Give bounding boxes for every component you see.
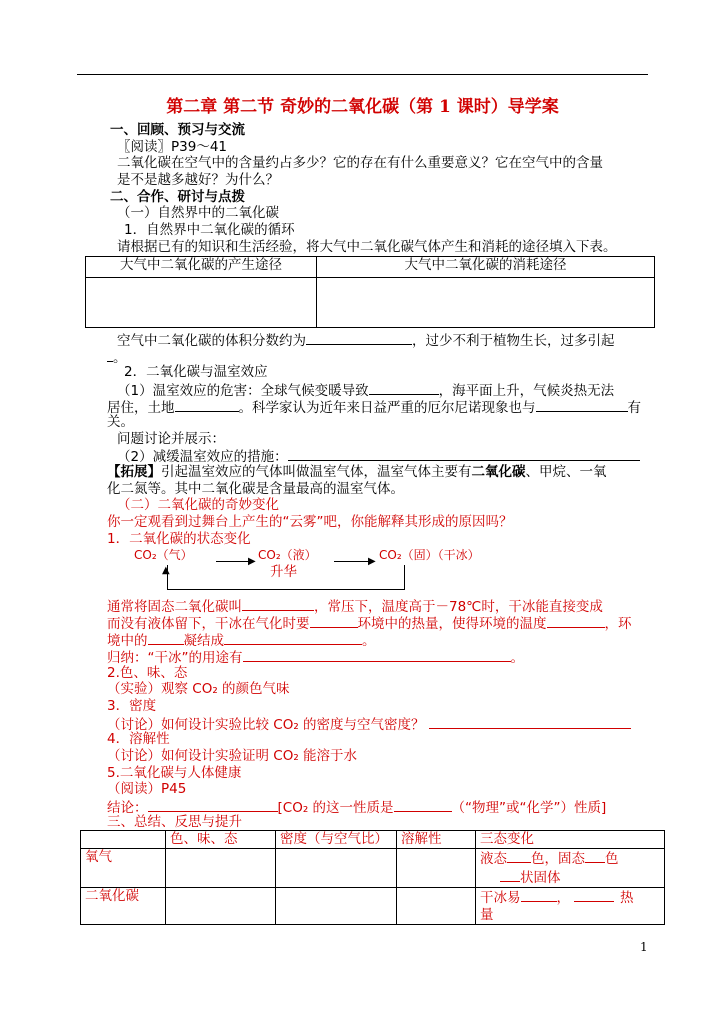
- question-line2: 是不是越多越好？为什么？: [117, 172, 279, 188]
- oxygen-color-suffix: 色: [605, 851, 619, 867]
- co2-heat-label: 热: [620, 890, 634, 906]
- conclusion-text: [CO₂ 的这一性质是: [277, 800, 394, 816]
- extension-text: 引起温室效应的气体叫做温室气体，温室气体主要有: [161, 464, 472, 480]
- extension-line1: [107, 464, 607, 481]
- stage-fog-question: 你一定观看到过舞台上产生的“云雾”吧，你能解释其形成的原因吗？: [107, 514, 513, 530]
- section3-heading: 三、总结、反思与提升: [107, 814, 242, 830]
- harm-line2: [107, 398, 641, 417]
- header-rule: [77, 74, 648, 75]
- co2-density-cell[interactable]: [276, 888, 397, 925]
- solubility-discussion: （讨论）如何设计实验证明 CO₂ 能溶于水: [107, 748, 358, 764]
- co2-sources-table: [85, 256, 655, 328]
- blank-harm[interactable]: [369, 381, 439, 395]
- arrow-liquid-solid: [334, 561, 372, 562]
- state-gas: CO₂（气）: [134, 548, 193, 562]
- dry-ice-text1: 通常将固态二氧化碳叫: [107, 599, 242, 615]
- period: 。: [113, 350, 127, 366]
- density-discussion-text: （讨论）如何设计实验比较 CO₂ 的密度与空气密度？: [107, 717, 425, 733]
- summary-table: [80, 830, 665, 925]
- blank-dry-ice-name[interactable]: [242, 597, 314, 611]
- harm-text2: ，海平面上升，气候炎热无法: [438, 383, 615, 399]
- extension-line2: 化二氮等。其中二氧化碳是含量最高的温室气体。: [107, 481, 404, 497]
- state-liquid: CO₂（液）: [258, 548, 317, 562]
- co2-solubility-cell[interactable]: [397, 888, 476, 925]
- sublime-line-right: [404, 565, 405, 590]
- summary-row-co2: 二氧化碳: [81, 888, 166, 925]
- dry-ice-text7: 凝结成: [183, 633, 224, 649]
- summary-use-end: 。: [510, 650, 524, 666]
- section1-heading: 一、回顾、预习与交流: [110, 122, 245, 138]
- blank-co2-heat[interactable]: [574, 888, 614, 902]
- reading-p45: （阅读）P45: [107, 781, 187, 797]
- summary-header-states: 三态变化: [476, 831, 665, 849]
- discussion-label: 问题讨论并展示：: [117, 431, 225, 447]
- summary-row-oxygen: 氧气: [81, 849, 166, 888]
- dry-ice-text5: ，环: [604, 616, 632, 632]
- harm-text5: 有: [627, 400, 641, 416]
- harm-text4: 。科学家认为近年来日益严重的厄尔尼诺现象也与: [238, 400, 536, 416]
- harm-line3: 关。: [107, 414, 134, 430]
- oxygen-density-cell[interactable]: [276, 849, 397, 888]
- volume-fraction-text: 空气中二氧化碳的体积分数约为: [117, 333, 306, 349]
- item-color-smell: 2.色、味、态: [107, 665, 188, 681]
- density-discussion: [107, 715, 631, 734]
- dry-ice-text4: 环境中的热量，使得环境的温度: [357, 616, 547, 632]
- instruction: 请根据已有的知识和生活经验，将大气中二氧化碳气体产生和消耗的途径填入下表。: [117, 239, 617, 255]
- blank-absorb[interactable]: [310, 614, 358, 628]
- blank-land[interactable]: [175, 398, 239, 412]
- blank-measures[interactable]: [288, 447, 640, 461]
- summary-header-color: 色、味、态: [166, 831, 276, 849]
- co2-comma: ，: [556, 890, 570, 906]
- question-line1: 二氧化碳在空气中的含量约占多少？它的存在有什么重要意义？它在空气中的含量: [117, 155, 603, 171]
- co2-states-cell: [476, 888, 665, 925]
- table-header-produce: 大气中二氧化碳的产生途径: [86, 257, 317, 278]
- measures-text: （2）减缓温室效应的措施：: [117, 449, 288, 465]
- page-number: 1: [640, 940, 648, 954]
- oxygen-color-cell[interactable]: [166, 849, 276, 888]
- extension-tag: 【拓展】: [107, 464, 161, 480]
- item-carbon-cycle: 1．自然界中二氧化碳的循环: [124, 222, 295, 238]
- summary-header-blank: [81, 831, 166, 849]
- subsection1: （一）自然界中的二氧化碳: [117, 205, 279, 221]
- summary-header-density: 密度（与空气比）: [276, 831, 397, 849]
- volume-fraction-text2: ，过少不利于植物生长，过多引起: [412, 333, 615, 349]
- blank-conclusion[interactable]: [148, 798, 278, 812]
- co2-color-cell[interactable]: [166, 888, 276, 925]
- blank-density[interactable]: [429, 715, 631, 729]
- item-health: 5.二氧化碳与人体健康: [107, 765, 242, 781]
- oxygen-shape-suffix: 状固体: [520, 870, 561, 886]
- blank-elnino[interactable]: [536, 398, 628, 412]
- summary-use-text: 归纳：“干冰”的用途有: [107, 650, 243, 666]
- oxygen-solid-label: 色，固态: [531, 851, 585, 867]
- arrowhead-1: ▶: [248, 556, 256, 567]
- co2-dry-ice-label: 干冰易: [480, 890, 521, 906]
- harm-text3: 居住，土地: [107, 400, 175, 416]
- conclusion-label: 结论：: [107, 800, 148, 816]
- item-density: 3．密度: [107, 698, 157, 714]
- item-solubility: 4．溶解性: [107, 731, 170, 747]
- blank-dry-ice-uses[interactable]: [243, 648, 511, 662]
- dry-ice-text2: ，常压下，温度高于－78℃时，干冰能直接变成: [314, 599, 603, 615]
- arrowhead-up: ▲: [162, 565, 170, 576]
- arrow-gas-liquid: [216, 561, 252, 562]
- blank-oxygen-solid-shape[interactable]: [500, 868, 520, 882]
- item-greenhouse: 2．二氧化碳与温室效应: [124, 364, 268, 380]
- blank-property[interactable]: [394, 798, 452, 812]
- blank-oxygen-liquid-color[interactable]: [507, 849, 531, 863]
- sublime-line-bottom: [167, 589, 405, 590]
- co2-amount-label: 量: [480, 907, 494, 923]
- blank-co2-sublime[interactable]: [521, 888, 557, 902]
- subsection2: （二）二氧化碳的奇妙变化: [117, 497, 279, 513]
- table-header-consume: 大气中二氧化碳的消耗途径: [317, 257, 655, 278]
- dry-ice-text3: 而没有液体留下，干冰在气化时要: [107, 616, 310, 632]
- experiment-observe: （实验）观察 CO₂ 的颜色气味: [107, 681, 290, 697]
- blank-temperature[interactable]: [547, 614, 605, 628]
- extension-text2: 、甲烷、一氧: [525, 464, 607, 480]
- blank-oxygen-solid-color[interactable]: [585, 849, 605, 863]
- state-solid: CO₂（固）（干冰）: [379, 548, 480, 562]
- dry-ice-text8: 。: [362, 633, 376, 649]
- oxygen-states-cell: [476, 849, 665, 888]
- blank-vapor[interactable]: [148, 631, 184, 645]
- summary-header-solubility: 溶解性: [397, 831, 476, 849]
- section2-heading: 二、合作、研讨与点拨: [110, 189, 245, 205]
- arrowhead-2: ▶: [368, 556, 376, 567]
- oxygen-liquid-label: 液态: [480, 851, 507, 867]
- sublimation-label: 升华: [270, 564, 297, 580]
- extension-bold: 二氧化碳: [471, 464, 526, 480]
- table-cell-produce[interactable]: [86, 278, 317, 328]
- table-cell-consume[interactable]: [317, 278, 655, 328]
- page-title: 第二章 第二节 奇妙的二氧化碳（第 1 课时）导学案: [166, 97, 559, 117]
- blank-volume-fraction[interactable]: [306, 331, 412, 345]
- oxygen-solubility-cell[interactable]: [397, 849, 476, 888]
- conclusion-text2: （“物理”或“化学”）性质]: [451, 800, 607, 816]
- reading-ref: 〖阅读〗P39～41: [117, 139, 227, 155]
- volume-fraction-line: [117, 331, 615, 350]
- item-state-change: 1．二氧化碳的状态变化: [107, 531, 251, 547]
- dry-ice-text6: 境中的: [107, 633, 148, 649]
- blank-condense[interactable]: [224, 631, 362, 645]
- harm-text: （1）温室效应的危害：全球气候变暖导致: [117, 383, 369, 399]
